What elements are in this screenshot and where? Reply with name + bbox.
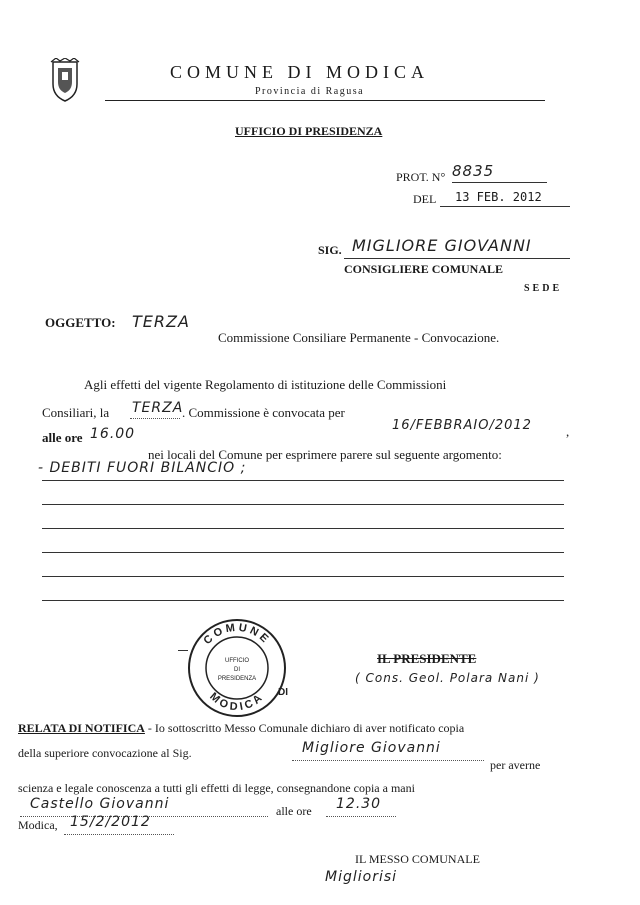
body-line-2a: Consiliari, la <box>42 405 110 420</box>
body-meeting-date: 16/FEBBRAIO/2012 <box>392 418 532 433</box>
svg-text:MODICA <box>207 690 266 713</box>
argument-line-1 <box>42 480 564 481</box>
argument-line-5 <box>42 576 564 577</box>
seal-inner-1: UFFICIO <box>225 658 249 664</box>
argument-line-6 <box>42 600 564 601</box>
relata-time-dots <box>326 816 396 817</box>
official-seal <box>186 617 288 719</box>
relata-deliverer-name: Castello Giovanni <box>30 796 170 812</box>
president-title: IL PRESIDENTE <box>377 651 477 666</box>
oggetto-text: Commissione Consiliare Permanente - Convocazione. <box>218 330 500 345</box>
relata-date-dots <box>64 834 174 835</box>
body-comma: , <box>566 424 570 439</box>
relata-line-1-text: - Io sottoscritto Messo Comunale dichiaro di aver notificato copia <box>147 721 465 735</box>
recipient-sede: SEDE <box>524 283 563 294</box>
body-line-1: Agli effetti del vigente Regolamento di istituzione delle Commissioni <box>84 377 447 392</box>
relata-line-2a: della superiore convocazione al Sig. <box>18 746 192 760</box>
seal-inner-2: DI <box>234 667 240 673</box>
province-subtitle: Provincia di Ragusa <box>255 86 365 97</box>
argument-line-4 <box>42 552 564 553</box>
office-heading: UFFICIO DI PRESIDENZA <box>235 124 383 138</box>
oggetto-commission-number: TERZA <box>132 312 190 331</box>
relata-line-3: scienza e legale conoscenza a tutti gli effetti di legge, consegnandone copia a mani <box>18 781 415 795</box>
municipal-crest-icon <box>50 58 80 102</box>
relata-line-1 <box>18 721 464 736</box>
del-date: 13 FEB. 2012 <box>455 190 542 204</box>
relata-date: 15/2/2012 <box>70 814 151 830</box>
seal-text-top: COMUNE <box>201 621 273 648</box>
relata-name-dots <box>292 760 484 761</box>
president-signature: ( Cons. Geol. Polara Nani ) <box>355 671 540 685</box>
body-argument: - DEBITI FUORI BILANCIO ; <box>38 460 247 476</box>
relata-time: 12.30 <box>336 796 382 812</box>
oggetto-label: OGGETTO: <box>45 315 116 330</box>
recipient-name: MIGLIORE GIOVANNI <box>352 236 532 255</box>
recipient-role: CONSIGLIERE COMUNALE <box>344 262 504 276</box>
header-divider <box>105 100 545 101</box>
recipient-underline <box>344 258 570 259</box>
body-line-2b: . Commissione è convocata per <box>182 405 345 420</box>
seal-text-bottom: MODICA <box>207 690 267 714</box>
del-label: DEL <box>413 192 437 206</box>
seal-inner-3: PRESIDENZA <box>217 676 257 682</box>
relata-line-4b: alle ore <box>276 804 312 818</box>
argument-line-3 <box>42 528 564 529</box>
relata-recipient-name: Migliore Giovanni <box>302 740 441 756</box>
body-meeting-time: 16.00 <box>90 426 136 442</box>
svg-text:COMUNE <box>201 622 272 647</box>
argument-line-2 <box>42 504 564 505</box>
messo-title: IL MESSO COMUNALE <box>355 852 480 866</box>
body-line-3b: nei locali del Comune per esprimere parere sul seguente argomento: <box>148 447 502 462</box>
relata-line-2b: per averne <box>490 758 541 772</box>
prot-number: 8835 <box>452 162 495 180</box>
prot-underline <box>452 182 547 183</box>
page-title: COMUNE DI MODICA <box>170 62 429 82</box>
body-line-3a: alle ore <box>42 430 83 445</box>
del-underline <box>440 206 570 207</box>
messo-signature: Migliorisi <box>325 869 398 885</box>
body-commission-dots <box>130 418 180 419</box>
relata-line-5a: Modica, <box>18 818 58 832</box>
seal-text-right: DI <box>278 687 288 698</box>
body-commission-number: TERZA <box>132 400 184 416</box>
seal-dash <box>178 650 188 651</box>
sig-label: SIG. <box>318 243 342 257</box>
prot-label: PROT. N° <box>396 170 446 184</box>
relata-label: RELATA DI NOTIFICA <box>18 721 145 735</box>
